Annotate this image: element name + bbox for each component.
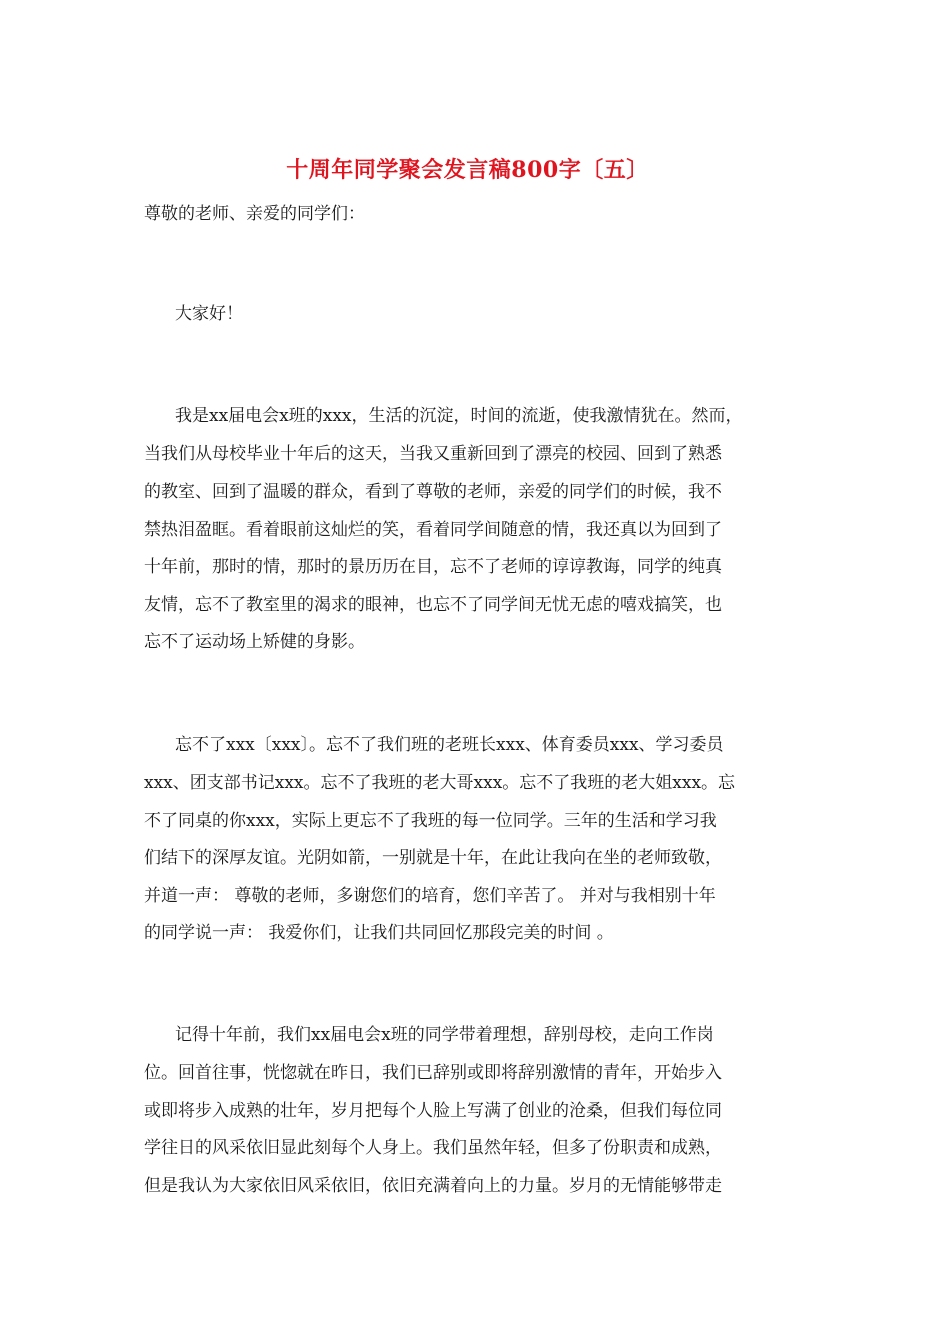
paragraph-3-line-2: 位。回首往事，恍惚就在昨日，我们已辞别或即将辞别激情的青年，开始步入: [144, 1063, 722, 1083]
paragraph-1-line-2: 当我们从母校毕业十年后的这天，当我又重新回到了漂亮的校园、回到了熟悉: [144, 444, 722, 464]
paragraph-1-line-1: 我是xx届电会x班的xxx，生活的沉淀，时间的流逝，使我激情犹在。然而，: [175, 406, 743, 426]
paragraph-3-line-3: 或即将步入成熟的壮年，岁月把每个人脸上写满了创业的沧桑，但我们每位同: [144, 1101, 722, 1121]
document-title: 十周年同学聚会发言稿800字〔五〕: [286, 157, 649, 183]
salutation: 尊敬的老师、亲爱的同学们：: [144, 204, 365, 224]
paragraph-1-line-6: 友情，忘不了教室里的渴求的眼神，也忘不了同学间无忧无虑的嘻戏搞笑，也: [144, 595, 722, 615]
paragraph-3-line-1: 记得十年前，我们xx届电会x班的同学带着理想，辞别母校，走向工作岗: [175, 1025, 714, 1045]
paragraph-2-line-3: 不了同桌的你xxx，实际上更忘不了我班的每一位同学。三年的生活和学习我: [144, 811, 717, 831]
paragraph-2-line-1: 忘不了xxx〔xxx〕。忘不了我们班的老班长xxx、体育委员xxx、学习委员: [175, 735, 724, 755]
greeting: 大家好！: [175, 304, 243, 324]
paragraph-1-line-7: 忘不了运动场上矫健的身影。: [144, 632, 365, 652]
paragraph-2-line-5: 并道一声： 尊敬的老师，多谢您们的培育，您们辛苦了。 并对与我相别十年: [144, 886, 716, 906]
paragraph-2-line-6: 的同学说一声： 我爱你们，让我们共同回忆那段完美的时间 。: [144, 923, 614, 943]
paragraph-2-line-4: 们结下的深厚友谊。光阴如箭，一别就是十年，在此让我向在坐的老师致敬，: [144, 848, 722, 868]
paragraph-3-line-4: 学往日的风采依旧显此刻每个人身上。我们虽然年轻，但多了份职责和成熟，: [144, 1138, 722, 1158]
paragraph-1-line-4: 禁热泪盈眶。看着眼前这灿烂的笑，看着同学间随意的情，我还真以为回到了: [144, 520, 722, 540]
paragraph-3-line-5: 但是我认为大家依旧风采依旧，依旧充满着向上的力量。岁月的无情能够带走: [144, 1176, 722, 1196]
paragraph-1-line-5: 十年前，那时的情，那时的景历历在目，忘不了老师的谆谆教诲，同学的纯真: [144, 557, 722, 577]
paragraph-2-line-2: xxx、团支部书记xxx。忘不了我班的老大哥xxx。忘不了我班的老大姐xxx。忘: [144, 773, 736, 793]
paragraph-1-line-3: 的教室、回到了温暖的群众，看到了尊敬的老师，亲爱的同学们的时候，我不: [144, 482, 722, 502]
